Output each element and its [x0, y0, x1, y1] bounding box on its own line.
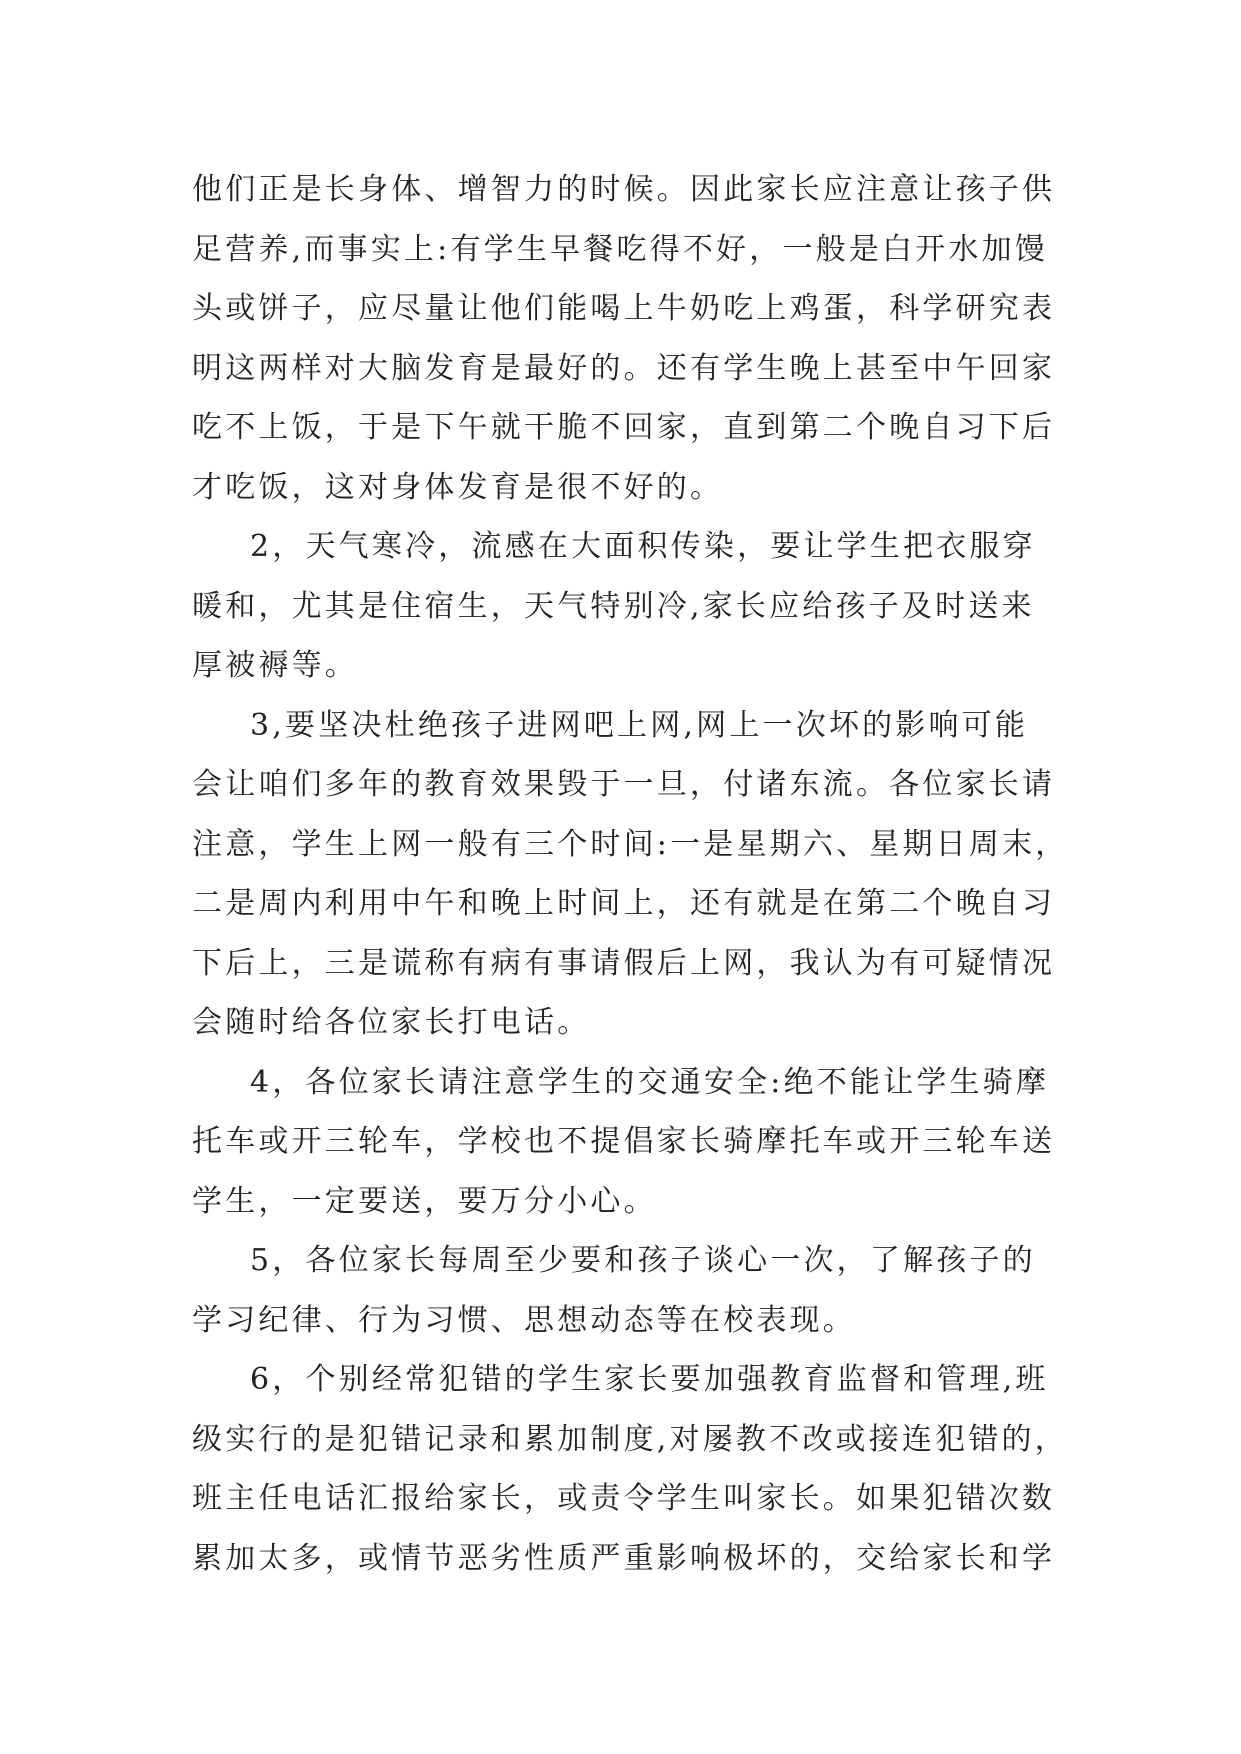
text-line: 累加太多，或情节恶劣性质严重影响极坏的，交给家长和学 [192, 1540, 1056, 1576]
paragraph-start-line: 5，各位家长每周至少要和孩子谈心一次，了解孩子的 [250, 1243, 1036, 1278]
text-line: 二是周内利用中午和晚上时间上，还有就是在第二个晚自习 [192, 886, 1056, 921]
text-line: 会随时给各位家长打电话。 [192, 1005, 591, 1040]
text-line: 级实行的是犯错记录和累加制度,对屡教不改或接连犯错的， [192, 1421, 1068, 1457]
text-line: 班主任电话汇报给家长，或责令学生叫家长。如果犯错次数 [192, 1481, 1056, 1516]
text-line: 暖和，尤其是住宿生，天气特别冷,家长应给孩子及时送来 [192, 588, 1035, 624]
text-line: 下后上，三是谎称有病有事请假后上网，我认为有可疑情况 [192, 945, 1056, 981]
text-line: 明这两样对大脑发育是最好的。还有学生晚上甚至中午回家 [192, 350, 1056, 386]
paragraph-start-line: 4，各位家长请注意学生的交通安全:绝不能让学生骑摩 [250, 1064, 1050, 1100]
text-line: 头或饼子，应尽量让他们能喝上牛奶吃上鸡蛋，科学研究表 [192, 291, 1056, 326]
text-line: 足营养,而事实上:有学生早餐吃得不好，一般是白开水加馒 [192, 231, 1049, 267]
body-text [192, 160, 1069, 1588]
text-line: 会让咱们多年的教育效果毁于一旦，付诸东流。各位家长请 [192, 767, 1056, 802]
paragraph-start-line: 6，个别经常犯错的学生家长要加强教育监督和管理,班 [250, 1362, 1049, 1397]
text-line: 学习纪律、行为习惯、思想动态等在校表现。 [192, 1302, 856, 1338]
text-line: 注意，学生上网一般有三个时间:一是星期六、星期日周末， [192, 826, 1069, 862]
text-line: 托车或开三轮车，学校也不提倡家长骑摩托车或开三轮车送 [192, 1124, 1056, 1159]
text-line: 学生，一定要送，要万分小心。 [192, 1183, 657, 1219]
text-line: 才吃饭，这对身体发育是很不好的。 [192, 469, 724, 505]
paragraph-start-line: 3,要坚决杜绝孩子进网吧上网,网上一次坏的影响可能 [250, 707, 1029, 743]
paragraph-start-line: 2，天气寒冷，流感在大面积传染，要让学生把衣服穿 [250, 529, 1036, 564]
text-line: 厚被褥等。 [192, 648, 358, 683]
text-line: 他们正是长身体、增智力的时候。因此家长应注意让孩子供 [192, 172, 1056, 207]
text-line: 吃不上饭，于是下午就干脆不回家，直到第二个晚自习下后 [192, 410, 1056, 445]
